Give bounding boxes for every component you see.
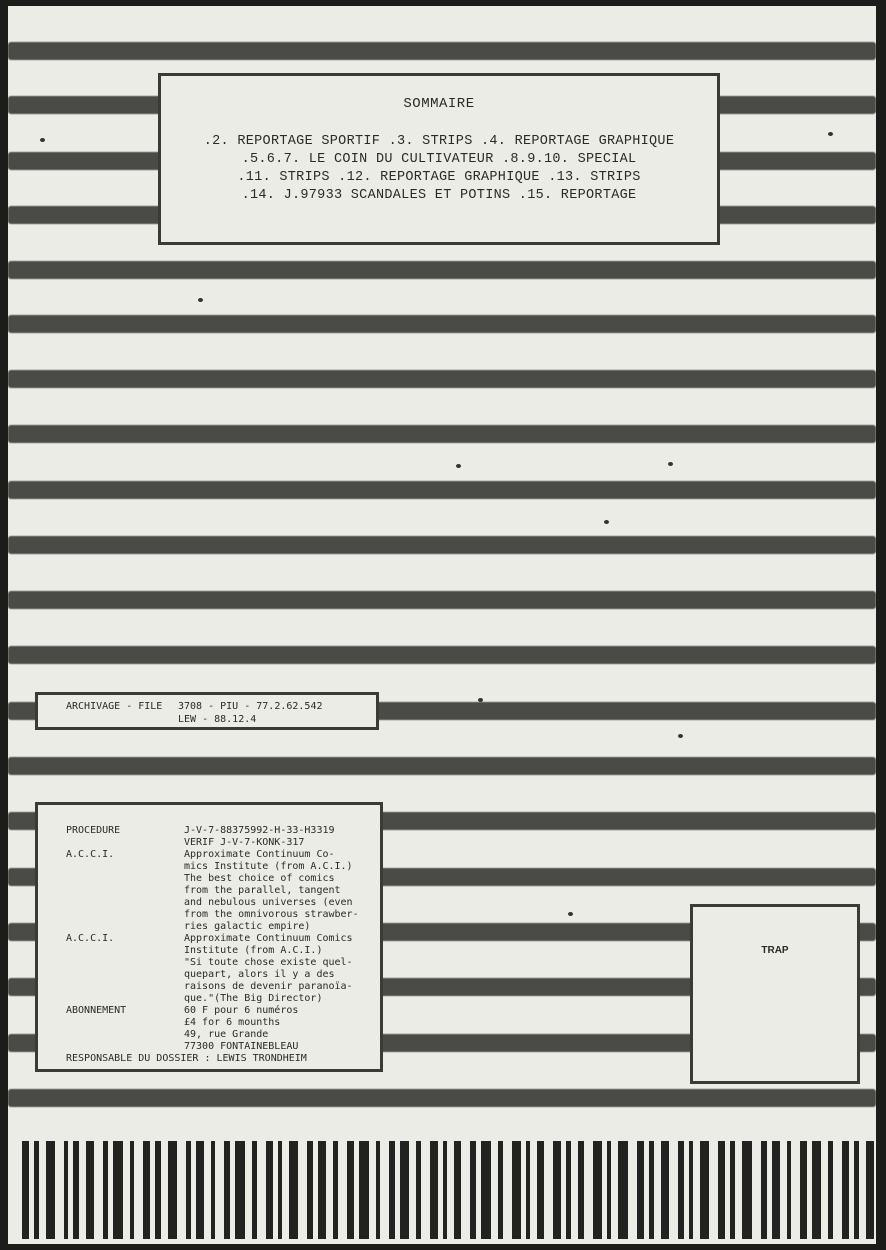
subscription-line: 77300 FONTAINEBLEAU (184, 1041, 299, 1052)
stripe (8, 757, 876, 775)
stripe (8, 1089, 876, 1107)
acci-line: Institute (from A.C.I.) (184, 945, 323, 956)
barcode-bar (130, 1141, 134, 1239)
ink-speck (604, 520, 609, 524)
acci-line: The best choice of comics (184, 873, 335, 884)
barcode-bar (64, 1141, 68, 1239)
archive-file-box (35, 692, 379, 730)
barcode-bar (454, 1141, 461, 1239)
barcode-bar (607, 1141, 611, 1239)
barcode-bar (678, 1141, 684, 1239)
barcode-bar (389, 1141, 395, 1239)
barcode-bar (787, 1141, 791, 1239)
ink-speck (568, 912, 573, 916)
stripe (8, 481, 876, 499)
barcode-bar (168, 1141, 177, 1239)
acci-label: A.C.C.I. (66, 933, 115, 944)
barcode-bar (637, 1141, 644, 1239)
acci-line: from the omnivorous strawber- (184, 909, 359, 920)
trap-box (690, 904, 860, 1084)
barcode-bar (866, 1141, 874, 1239)
barcode-bar (103, 1141, 108, 1239)
barcode-bar (143, 1141, 150, 1239)
barcode-bar (186, 1141, 191, 1239)
barcode-bar (430, 1141, 438, 1239)
barcode-bar (73, 1141, 79, 1239)
barcode-bar (537, 1141, 544, 1239)
contents-line: .14. J.97933 SCANDALES ET POTINS .15. REPORTAGE (241, 188, 637, 203)
acci-line: quepart, alors il y a des (184, 969, 335, 980)
barcode-bar (289, 1141, 298, 1239)
barcode-bar (854, 1141, 859, 1239)
stripe (8, 42, 876, 60)
stripe (8, 370, 876, 388)
barcode-bar (224, 1141, 230, 1239)
barcode-bar (553, 1141, 561, 1239)
barcode-bar (661, 1141, 669, 1239)
stripe (8, 261, 876, 279)
barcode-bar (526, 1141, 530, 1239)
barcode-bar (512, 1141, 521, 1239)
barcode-bar (593, 1141, 602, 1239)
barcode-bar (700, 1141, 709, 1239)
procedure-line: VERIF J-V-7-KONK-317 (184, 837, 305, 848)
acci-line: and nebulous universes (even (184, 897, 353, 908)
stripe (8, 591, 876, 609)
ink-speck (828, 132, 833, 136)
barcode-bar (400, 1141, 409, 1239)
barcode-bar (742, 1141, 752, 1239)
ink-speck (678, 734, 683, 738)
barcode-bar (86, 1141, 94, 1239)
barcode-bar (761, 1141, 767, 1239)
barcode-bar (34, 1141, 39, 1239)
barcode-bar (812, 1141, 821, 1239)
barcode-bar (333, 1141, 338, 1239)
barcode-bar (22, 1141, 29, 1239)
subscription-line: 60 F pour 6 numéros (184, 1005, 299, 1016)
barcode-bar (470, 1141, 476, 1239)
barcode-bar (842, 1141, 849, 1239)
ink-speck (40, 138, 45, 142)
acci-line: Approximate Continuum Co- (184, 849, 335, 860)
barcode-bar (416, 1141, 421, 1239)
responsable-line: RESPONSABLE DU DOSSIER : LEWIS TRONDHEIM (66, 1053, 307, 1064)
acci-line: "Si toute chose existe quel- (184, 957, 353, 968)
ink-speck (668, 462, 673, 466)
stripe (8, 315, 876, 333)
barcode-bar (443, 1141, 447, 1239)
subscription-label: ABONNEMENT (66, 1005, 127, 1016)
barcode-bar (46, 1141, 55, 1239)
archive-code: 3708 - PIU - 77.2.62.542 (178, 701, 323, 712)
acci-line: ries galactic empire) (184, 921, 311, 932)
barcode-bar (772, 1141, 780, 1239)
barcode-bar (578, 1141, 584, 1239)
ink-speck (456, 464, 461, 468)
magazine-back-cover (8, 6, 876, 1244)
subscription-line: 49, rue Grande (184, 1029, 269, 1040)
acci-label: A.C.C.I. (66, 849, 115, 860)
barcode (22, 1141, 874, 1239)
stripe (8, 646, 876, 664)
barcode-bar (566, 1141, 571, 1239)
barcode-bar (307, 1141, 313, 1239)
contents-line: .11. STRIPS .12. REPORTAGE GRAPHIQUE .13. STRIPS (237, 170, 641, 185)
barcode-bar (278, 1141, 282, 1239)
barcode-bar (359, 1141, 369, 1239)
contents-line: .2. REPORTAGE SPORTIF .3. STRIPS .4. REPORTAGE GRAPHIQUE (203, 134, 675, 149)
barcode-bar (211, 1141, 215, 1239)
acci-line: from the parallel, tangent (184, 885, 341, 896)
barcode-bar (347, 1141, 354, 1239)
barcode-bar (498, 1141, 503, 1239)
barcode-bar (155, 1141, 161, 1239)
procedure-line: J-V-7-88375992-H-33-H3319 (184, 825, 335, 836)
ink-speck (198, 298, 203, 302)
barcode-bar (800, 1141, 807, 1239)
stripe (8, 425, 876, 443)
barcode-bar (730, 1141, 735, 1239)
ink-speck (478, 698, 483, 702)
contents-line: .5.6.7. LE COIN DU CULTIVATEUR .8.9.10. SPECIAL (241, 152, 637, 167)
table-of-contents-box (158, 73, 720, 245)
barcode-bar (618, 1141, 628, 1239)
barcode-bar (113, 1141, 123, 1239)
acci-line: que."(The Big Director) (184, 993, 323, 1004)
acci-line: mics Institute (from A.C.I.) (184, 861, 353, 872)
barcode-bar (718, 1141, 725, 1239)
archive-date: LEW - 88.12.4 (178, 714, 257, 725)
barcode-bar (828, 1141, 833, 1239)
barcode-bar (481, 1141, 491, 1239)
acci-line: Approximate Continuum Comics (184, 933, 353, 944)
subscription-line: £4 for 6 mounths (184, 1017, 281, 1028)
acci-line: raisons de devenir paranoïa- (184, 981, 353, 992)
barcode-bar (196, 1141, 204, 1239)
trap-label: TRAP (761, 945, 789, 956)
procedure-label: PROCEDURE (66, 825, 121, 836)
barcode-bar (376, 1141, 380, 1239)
stripe (8, 536, 876, 554)
barcode-bar (235, 1141, 245, 1239)
barcode-bar (649, 1141, 654, 1239)
barcode-bar (689, 1141, 693, 1239)
dossier-box (35, 802, 383, 1072)
barcode-bar (252, 1141, 257, 1239)
barcode-bar (266, 1141, 273, 1239)
table-of-contents-title: SOMMAIRE (403, 96, 475, 112)
archive-label: ARCHIVAGE - FILE (66, 701, 163, 712)
barcode-bar (318, 1141, 326, 1239)
